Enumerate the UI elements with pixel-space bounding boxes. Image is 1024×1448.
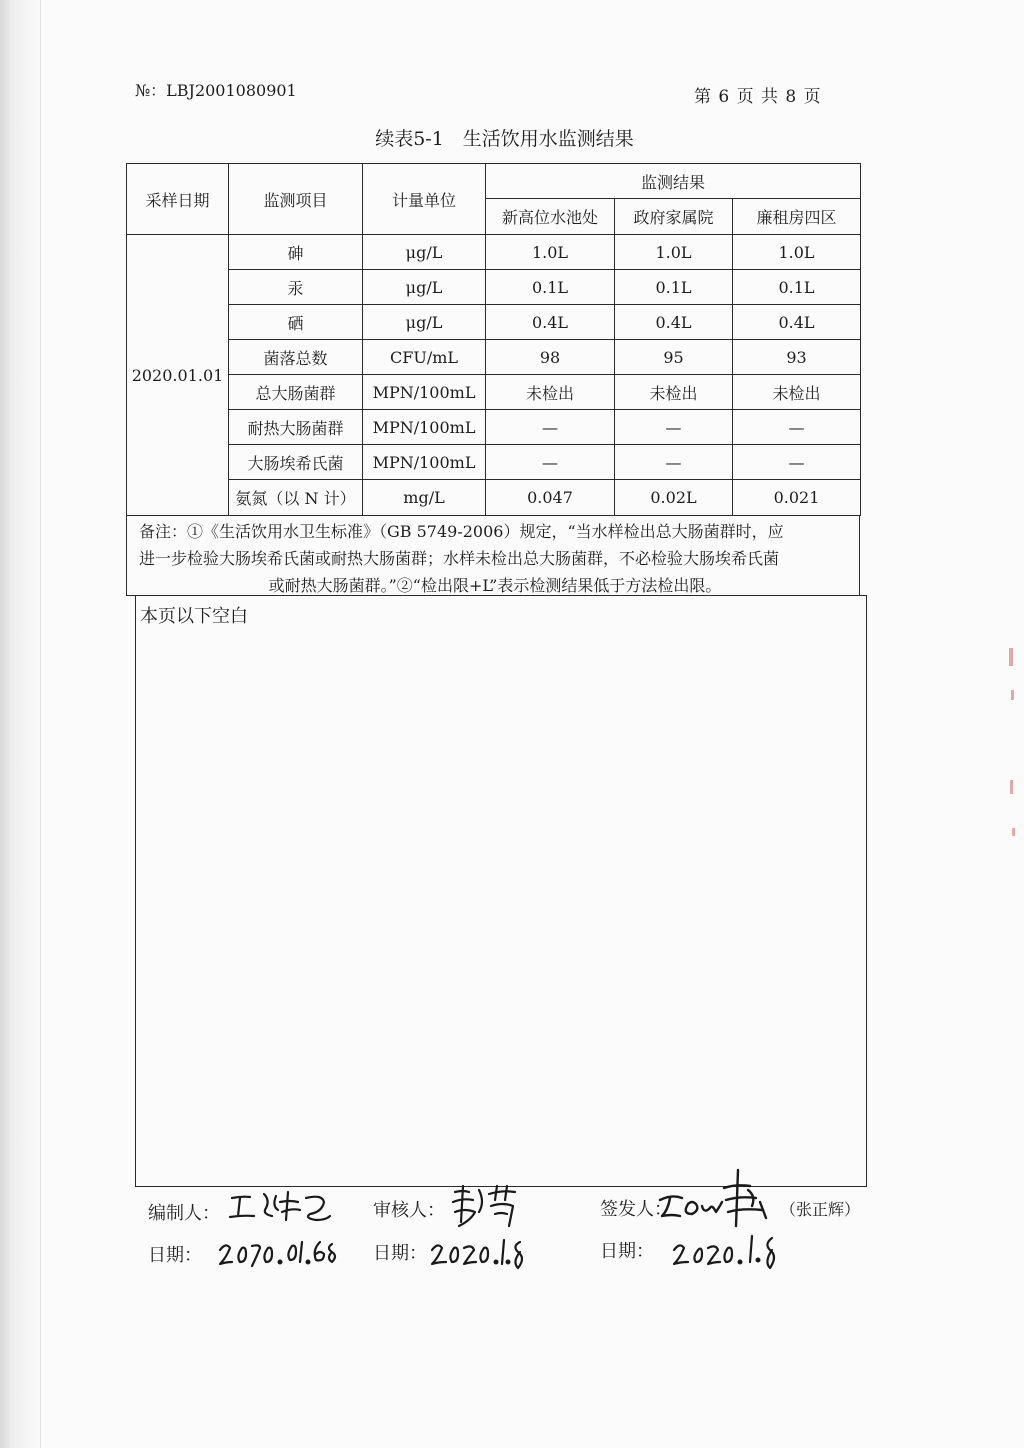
value-cell: 0.047 (486, 480, 615, 516)
header-item: 监测项目 (229, 164, 363, 235)
monitoring-results-table (126, 163, 861, 516)
value-cell: 0.4L (615, 305, 733, 340)
compiler-date-handwriting (216, 1232, 340, 1270)
table-row (127, 375, 861, 410)
blank-note: 本页以下空白 (140, 606, 248, 627)
unit-cell: MPN/100mL (363, 445, 486, 480)
value-cell: 93 (733, 340, 861, 375)
seal-edge-mark (1011, 690, 1014, 700)
item-cell: 总大肠菌群 (229, 375, 363, 410)
issuer-date-handwriting (668, 1230, 788, 1274)
value-cell: 0.1L (615, 270, 733, 305)
value-cell: 未检出 (486, 375, 615, 410)
value-cell: — (486, 410, 615, 445)
reviewer-date-label: 日期： (373, 1243, 427, 1264)
table-row (127, 235, 861, 270)
value-cell: 1.0L (733, 235, 861, 270)
item-cell: 砷 (229, 235, 363, 270)
report-number: №：LBJ2001080901 (135, 81, 297, 100)
reviewer-label: 审核人： (373, 1200, 445, 1221)
item-cell: 氨氮（以 N 计） (229, 480, 363, 516)
value-cell: 1.0L (486, 235, 615, 270)
unit-cell: μg/L (363, 270, 486, 305)
unit-cell: MPN/100mL (363, 375, 486, 410)
item-cell: 耐热大肠菌群 (229, 410, 363, 445)
value-cell: 0.4L (486, 305, 615, 340)
issuer-signature-handwriting (652, 1166, 780, 1232)
item-cell: 大肠埃希氏菌 (229, 445, 363, 480)
compiler-date-label: 日期： (148, 1245, 202, 1266)
value-cell: 98 (486, 340, 615, 375)
page-indicator: 第 6 页 共 8 页 (694, 87, 822, 107)
remarks-box (126, 516, 860, 596)
header-site-2: 政府家属院 (615, 199, 733, 235)
item-cell: 菌落总数 (229, 340, 363, 375)
header-results: 监测结果 (486, 164, 861, 199)
seal-edge-mark (1010, 780, 1013, 794)
unit-cell: mg/L (363, 480, 486, 516)
unit-cell: CFU/mL (363, 340, 486, 375)
value-cell: 1.0L (615, 235, 733, 270)
value-cell: — (733, 410, 861, 445)
seal-edge-mark (1012, 828, 1015, 836)
blank-area (135, 595, 867, 1187)
remarks-line-1: 备注：①《生活饮用水卫生标准》（GB 5749-2006）规定，“当水样检出总大肠菌群时，应 (139, 522, 784, 541)
table-row (127, 270, 861, 305)
item-cell: 硒 (229, 305, 363, 340)
scan-edge-line (40, 0, 41, 1448)
issuer-label: 签发人： (600, 1199, 672, 1220)
scan-edge-shadow (0, 0, 40, 1448)
value-cell: 0.1L (486, 270, 615, 305)
table-row (127, 445, 861, 480)
unit-cell: MPN/100mL (363, 410, 486, 445)
header-sampling-date: 采样日期 (127, 164, 229, 235)
value-cell: 0.02L (615, 480, 733, 516)
sampling-date-cell: 2020.01.01 (127, 235, 229, 516)
value-cell: 0.1L (733, 270, 861, 305)
value-cell: — (486, 445, 615, 480)
unit-cell: μg/L (363, 235, 486, 270)
value-cell: 0.4L (733, 305, 861, 340)
issuer-date-label: 日期： (600, 1241, 654, 1262)
value-cell: — (733, 445, 861, 480)
table-row (127, 340, 861, 375)
table-row (127, 305, 861, 340)
value-cell: — (615, 445, 733, 480)
header-site-3: 廉租房四区 (733, 199, 861, 235)
reviewer-date-handwriting (428, 1234, 528, 1274)
item-cell: 汞 (229, 270, 363, 305)
value-cell: 未检出 (733, 375, 861, 410)
reviewer-signature-handwriting (445, 1182, 535, 1232)
compiler-label: 编制人： (148, 1203, 220, 1224)
remarks-line-3: 或耐热大肠菌群。”②“检出限+L”表示检测结果低于方法检出限。 (268, 576, 722, 595)
remarks-line-2: 进一步检验大肠埃希氏菌或耐热大肠菌群；水样未检出总大肠菌群，不必检验大肠埃希氏菌 (139, 549, 780, 568)
issuer-printed-name: （张正辉） (780, 1200, 861, 1219)
value-cell: — (615, 410, 733, 445)
header-site-1: 新高位水池处 (486, 199, 615, 235)
compiler-signature-handwriting (226, 1186, 336, 1226)
value-cell: 0.021 (733, 480, 861, 516)
table-title (0, 124, 1024, 151)
table-row (127, 480, 861, 516)
value-cell: 95 (615, 340, 733, 375)
value-cell: 未检出 (615, 375, 733, 410)
table-title-text: 续表5-1 生活饮用水监测结果 (375, 128, 634, 150)
seal-edge-mark (1009, 648, 1013, 666)
header-unit: 计量单位 (363, 164, 486, 235)
table-row (127, 410, 861, 445)
unit-cell: μg/L (363, 305, 486, 340)
